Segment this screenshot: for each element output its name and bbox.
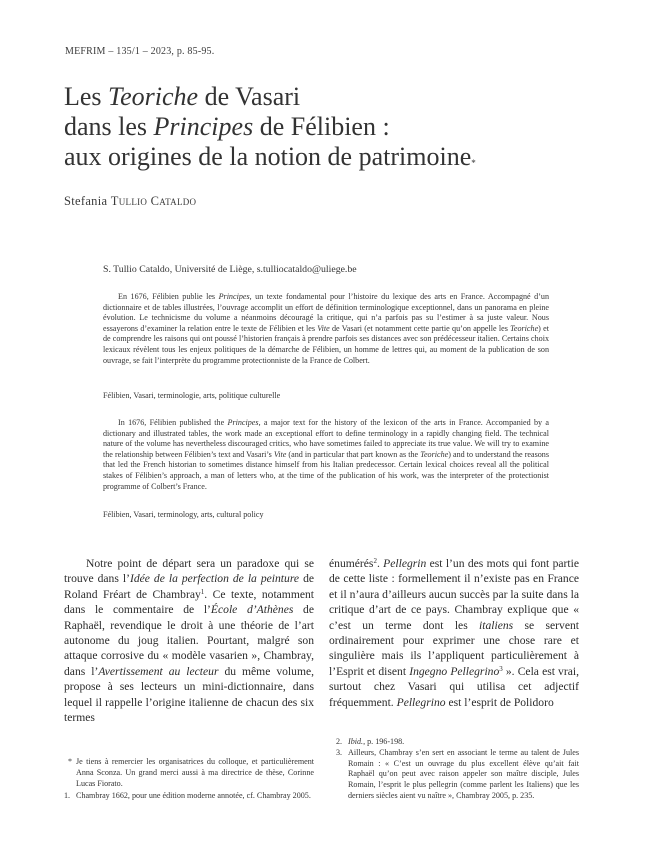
- abstract-french: En 1676, Félibien publie les Principes, un texte fondamental pour l’histoire du lexique des arts en France. Accompagné d’un dictionnaire et de tables illustrées, l’ouvrage accomplit un effort de définition terminologique exceptionnel, dans un panorama en pleine évolution. Le technicisme du volume a néanmoins découragé la critique, qui n’a parfois pas su l’estimer à sa juste valeur. Nous essayerons d’examiner la relation entre le texte de Félibien et les Vite de Vasari (et notamment cette partie qu’on appelle les Teoriche) et de comprendre les raisons qui ont poussé l’historien français à prendre parfois ses distances avec son prédécesseur italien. Certains choix lexicaux révèlent tous les enjeux politiques de la démarche de Félibien, un homme de lettres qui, au moment de la publication de son ouvrage, se fait l’interprète du programme protectionniste de la France de Colbert.: [103, 292, 549, 365]
- footnote-item: 2. Ibid., p. 196-198.: [336, 737, 405, 746]
- footnotes-right: [336, 737, 579, 802]
- keywords-french: Félibien, Vasari, terminologie, arts, politique culturelle: [103, 391, 281, 400]
- article-title: Les Teoriche de Vasari dans les Principes de Félibien : aux origines de la notion de patrimoine*: [64, 82, 476, 171]
- author-affiliation: S. Tullio Cataldo, Université de Liège, s.tulliocataldo@uliege.be: [103, 264, 357, 275]
- running-head: MEFRIM – 135/1 – 2023, p. 85-95.: [65, 46, 215, 57]
- keywords-english: Félibien, Vasari, terminology, arts, cultural policy: [103, 510, 264, 519]
- title-footnote-mark: *: [471, 158, 476, 168]
- footnote-ref-1[interactable]: 1: [200, 587, 205, 596]
- footnote-item: 1. Chambray 1662, pour une édition moderne annotée, cf. Chambray 2005.: [64, 791, 311, 801]
- footnote-item: 3. Ailleurs, Chambray s’en sert en associant le terme au talent de Jules Romain : « C’est un ouvrage du plus excellent élève qu’ait fait Raphaël qu’on peut avec raison appeler son maître disciple, Jules Romain, l’esprit le plus pellegrin (comme parlent les Italiens) que les derniers siècles aient vu naître », Chambray 2005, p. 235.: [336, 747, 579, 800]
- footnotes-left: [64, 757, 314, 802]
- footnote-item: * Je tiens à remercier les organisatrices du colloque, et particulièrement Anna Sconza. Un grand merci aussi à ma directrice de thèse, Corinne Lucas Fiorato.: [67, 757, 314, 788]
- body-column-right: énumérés$^2$. Pellegrin est l’un des mots qui font partie de cette liste : formellement il n’existe pas en France et il n’aura d’ailleurs aucun succès par la suite dans la critique d’art de ce pays. Chambray explique que « c’est un terme dont les italiens se servent ordinairement pour exprimer une chose rare et singulière mais ils l’appliquent particulièrement à l’Esprit et disent Ingegno Pellegrino$^3$ ». Cela est vrai, surtout chez Vasari qui utilisa cet adjectif fréquemment. Pellegrino est l’esprit de Polidoro: [329, 557, 579, 709]
- footnote-ref-2[interactable]: 2: [373, 557, 377, 565]
- author-name: Stefania Tullio Cataldo: [64, 194, 197, 208]
- abstract-english: In 1676, Félibien published the Principes, a major text for the history of the lexicon of the arts in France. Accompanied by a dictionary and illustrated tables, the work made an exceptional effort to define terminology in a rapidly changing field. The technical nature of the volume has nevertheless discouraged critics, who have sometimes failed to appreciate its true value. We will try to examine the relationship between Félibien’s text and Vasari’s Vite (and in particular that part known as the Teoriche) and to understand the reasons that led the French historian to sometimes distance himself from his Italian predecessor. Certain lexical choices reveal all the political stakes of Félibien’s approach, a man of letters who, at the time of the publication of his work, was the interpreter of the protectionist programme of Colbert’s France.: [103, 418, 549, 491]
- body-column-left: Notre point de départ sera un paradoxe qui se trouve dans l’Idée de la perfection de la peinture de Roland Fréart de Chambray$^1$. Ce texte, notamment dans le commentaire de l’École d’Athènes de Raphaël, revendique le droit à une théorie de l’art autonome du joug italien. Pourtant, malgré son attaque corrosive du « modèle vasarien », Chambray, dans l’Avertissement au lecteur du même volume, propose à ses lecteurs un mini-dictionnaire, dans lequel il rappelle l’origine italienne de chacun des six termes: [64, 557, 315, 725]
- footnote-ref-3[interactable]: 3: [499, 664, 503, 673]
